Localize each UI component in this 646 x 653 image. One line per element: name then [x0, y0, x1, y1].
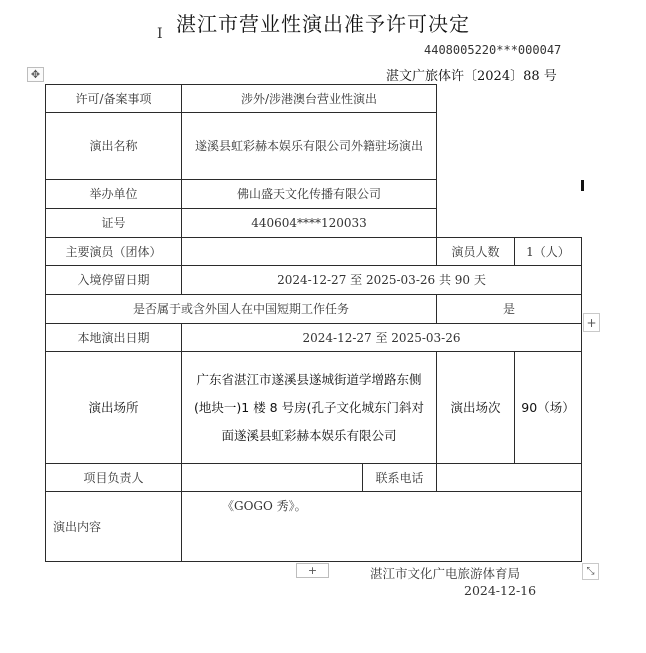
performer-count-value: 1（人）	[526, 244, 570, 259]
table-border	[581, 237, 582, 562]
performers-label: 主要演员（团体）	[65, 244, 162, 259]
foreign-work-value: 是	[502, 302, 515, 316]
content-label: 演出内容	[53, 519, 102, 534]
license-label: 证号	[101, 216, 126, 230]
document-serial: 4408005220***000047	[424, 43, 562, 57]
license-value: 440604****120033	[251, 216, 367, 230]
organizer-value: 佛山盛天文化传播有限公司	[236, 187, 381, 201]
performers-value	[182, 238, 436, 265]
table-move-handle-icon[interactable]: ✥	[27, 67, 44, 82]
issue-date: 2024-12-16	[464, 583, 537, 598]
show-name-label: 演出名称	[89, 139, 138, 153]
document-number: 湛文广旅体许〔2024〕88 号	[386, 69, 557, 84]
show-name-value: 遂溪县虹彩赫本娱乐有限公司外籍驻场演出	[194, 139, 423, 153]
manager-label: 项目负责人	[83, 470, 144, 485]
text-cursor-marker	[581, 180, 584, 191]
table-resize-handle-icon[interactable]: ⤡	[582, 563, 599, 580]
local-dates-value: 2024-12-27 至 2025-03-26	[302, 330, 461, 345]
local-dates-label: 本地演出日期	[77, 330, 150, 345]
issuer-name: 湛江市文化广电旅游体育局	[370, 566, 521, 581]
permit-type-value: 涉外/涉港澳台营业性演出	[240, 91, 378, 106]
sessions-value: 90（场）	[521, 399, 575, 415]
foreign-work-label: 是否属于或含外国人在中国短期工作任务	[132, 302, 349, 316]
organizer-label: 举办单位	[89, 187, 138, 201]
sessions-label: 演出场次	[450, 399, 501, 415]
content-value: 《GOGO 秀》。	[222, 499, 307, 513]
text-cursor-icon: I	[157, 26, 163, 42]
add-row-button[interactable]: +	[296, 563, 329, 578]
table-border	[45, 561, 581, 562]
add-column-button[interactable]: +	[583, 313, 600, 332]
manager-value	[182, 464, 362, 491]
stay-dates-value: 2024-12-27 至 2025-03-26 共 90 天	[277, 273, 486, 287]
table-border	[181, 323, 182, 562]
venue-value: 广东省湛江市遂溪县遂城街道学增路东侧(地块一)1 楼 8 号房(孔子文化城东门斜对面遂溪县虹彩赫本娱乐有限公司	[194, 371, 424, 443]
stay-dates-label: 入境停留日期	[77, 273, 150, 287]
phone-label: 联系电话	[375, 470, 424, 485]
permit-type-label: 许可/备案事项	[75, 91, 152, 106]
performer-count-label: 演员人数	[451, 244, 500, 259]
phone-value	[437, 464, 581, 491]
document-title: 湛江市营业性演出准予许可决定	[176, 12, 470, 36]
venue-label: 演出场所	[88, 399, 139, 415]
